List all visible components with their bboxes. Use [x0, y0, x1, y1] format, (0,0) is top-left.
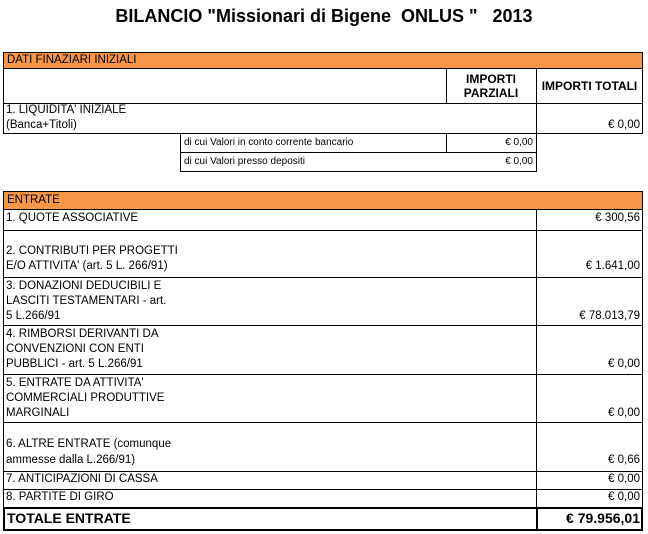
- col-parziali-1: IMPORTI: [466, 72, 516, 86]
- entrate-row-label: 5 L.266/91: [6, 310, 61, 322]
- liquidita-label-1: 1. LIQUIDITA' INIZIALE: [6, 104, 127, 116]
- entrate-row-label: LASCITI TESTAMENTARI - art.: [6, 295, 167, 307]
- entrate-row-label: 7. ANTICIPAZIONI DI CASSA: [6, 473, 158, 485]
- sub1-value: € 0,00: [505, 137, 533, 148]
- entrate-row-value: € 78.013,79: [579, 310, 640, 322]
- entrate-header: [3, 191, 643, 210]
- totale-entrate-value: € 79.956,01: [566, 510, 640, 526]
- entrate-row-value: € 1.641,00: [585, 260, 640, 272]
- entrate-row-label: 1. QUOTE ASSOCIATIVE: [6, 212, 139, 224]
- entrate-row-label: 4. RIMBORSI DERIVANTI DA: [6, 328, 159, 340]
- sub1-label: di cui Valori in conto corrente bancario: [184, 137, 354, 148]
- entrate-row-value: € 0,00: [608, 491, 640, 503]
- entrate-row-label: 6. ALTRE ENTRATE (comunque: [6, 438, 172, 450]
- entrate-row-value: € 0,66: [608, 454, 640, 466]
- entrate-row-label: 3. DONAZIONI DEDUCIBILI E: [6, 280, 162, 292]
- entrate-row-label: COMMERCIALI PRODUTTIVE: [6, 392, 165, 404]
- col-parziali-2: PARZIALI: [463, 86, 519, 100]
- dati-header-label: DATI FINAZIARI INIZIALI: [7, 54, 137, 66]
- sub2-value: € 0,00: [505, 156, 533, 167]
- dati-header: [3, 52, 643, 69]
- entrate-row-value: € 0,00: [608, 407, 640, 419]
- entrate-row-label: CONVENZIONI CON ENTI: [6, 343, 145, 355]
- entrate-row-label: E/O ATTIVITA' (art. 5 L. 266/91): [6, 260, 168, 272]
- entrate-row-label: MARGINALI: [6, 407, 70, 419]
- totale-entrate-label: TOTALE ENTRATE: [7, 510, 131, 526]
- entrate-header-label: ENTRATE: [7, 194, 60, 206]
- entrate-row-value: € 0,00: [608, 358, 640, 370]
- entrate-row-value: € 300,56: [595, 212, 640, 224]
- entrate-row-label: 5. ENTRATE DA ATTIVITA': [6, 377, 144, 389]
- entrate-row-value: € 0,00: [608, 473, 640, 485]
- page-title: BILANCIO "Missionari di Bigene ONLUS " 2013: [115, 6, 533, 26]
- entrate-row-label: 2. CONTRIBUTI PER PROGETTI: [6, 245, 178, 257]
- col-totali: IMPORTI TOTALI: [541, 79, 638, 93]
- sub2-label: di cui Valori presso depositi: [184, 156, 305, 167]
- entrate-row-label: 8. PARTITE DI GIRO: [6, 491, 114, 503]
- liquidita-total: € 0,00: [608, 119, 640, 131]
- entrate-row-label: PUBBLICI - art. 5 L.266/91: [6, 358, 143, 370]
- liquidita-label-2: (Banca+Titoli): [6, 119, 77, 131]
- entrate-row-label: ammesse dalla L.266/91): [6, 454, 136, 466]
